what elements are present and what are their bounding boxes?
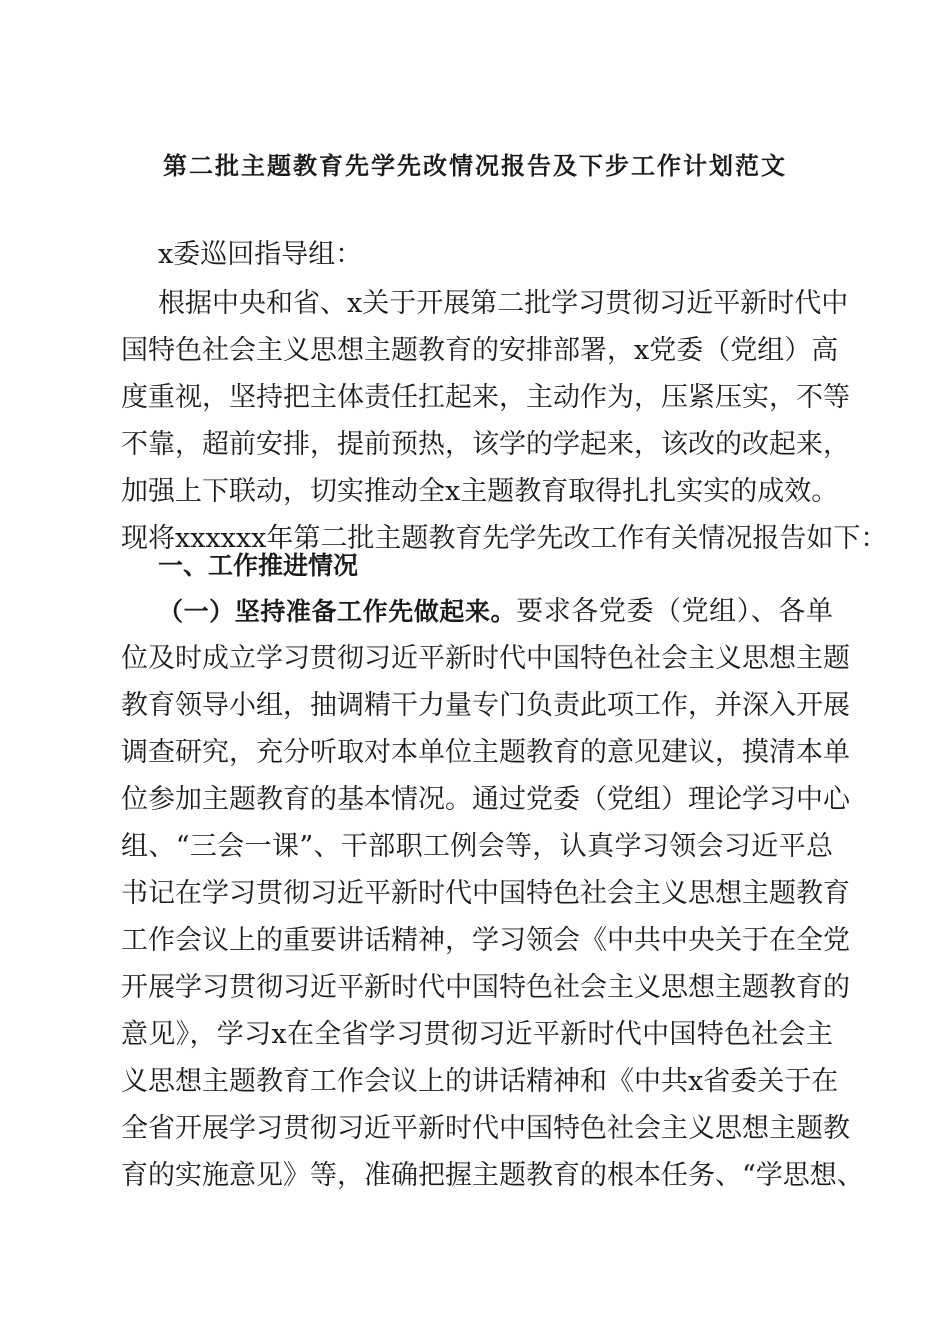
intro-line: 根据中央和省、x关于开展第二批学习贯彻习近平新时代中 xyxy=(158,288,849,319)
section1-line: 调查研究，充分听取对本单位主题教育的意见建议，摸清本单 xyxy=(121,737,850,768)
section1-line: 全省开展学习贯彻习近平新时代中国特色社会主义思想主题教 xyxy=(121,1113,850,1144)
document-title: 第二批主题教育先学先改情况报告及下步工作计划范文 xyxy=(163,151,787,180)
section1-line: 开展学习贯彻习近平新时代中国特色社会主义思想主题教育的 xyxy=(121,972,850,1003)
section1-lead: （一）坚持准备工作先做起来。 xyxy=(158,597,517,626)
section1-line: 位及时成立学习贯彻习近平新时代中国特色社会主义思想主题 xyxy=(121,643,850,674)
section1-line: 组、“三会一课”、干部职工例会等，认真学习领会习近平总 xyxy=(121,831,833,862)
section1-first-line-rest: 要求各党委（党组）、各单 xyxy=(516,596,833,627)
section1-line: 育的实施意见》等，准确把握主题教育的根本任务、“学思想、 xyxy=(121,1160,864,1191)
section1-line: 工作会议上的重要讲话精神，学习领会《中共中央关于在全党 xyxy=(121,925,850,956)
section1-line: 义思想主题教育工作会议上的讲话精神和《中共x省委关于在 xyxy=(121,1066,839,1097)
section1-line: 意见》，学习x在全省学习贯彻习近平新时代中国特色社会主 xyxy=(121,1019,833,1050)
section1-line: 位参加主题教育的基本情况。通过党委（党组）理论学习中心 xyxy=(121,784,850,815)
section1-line: 书记在学习贯彻习近平新时代中国特色社会主义思想主题教育 xyxy=(121,878,850,909)
salutation: x委巡回指导组： xyxy=(158,239,363,270)
section1-first-line xyxy=(158,594,833,630)
intro-line: 现将xxxxxx年第二批主题教育先学先改工作有关情况报告如下： xyxy=(121,523,888,554)
intro-line: 度重视，坚持把主体责任扛起来，主动作为，压紧压实，不等 xyxy=(121,382,850,413)
intro-line: 加强上下联动，切实推动全x主题教育取得扎扎实实的成效。 xyxy=(121,476,839,507)
section-heading: 一、工作推进情况 xyxy=(158,551,359,580)
section1-line: 教育领导小组，抽调精干力量专门负责此项工作，并深入开展 xyxy=(121,690,850,721)
intro-line: 国特色社会主义思想主题教育的安排部署，x党委（党组）高 xyxy=(121,335,839,366)
intro-line: 不靠，超前安排，提前预热，该学的学起来，该改的改起来， xyxy=(121,429,850,460)
